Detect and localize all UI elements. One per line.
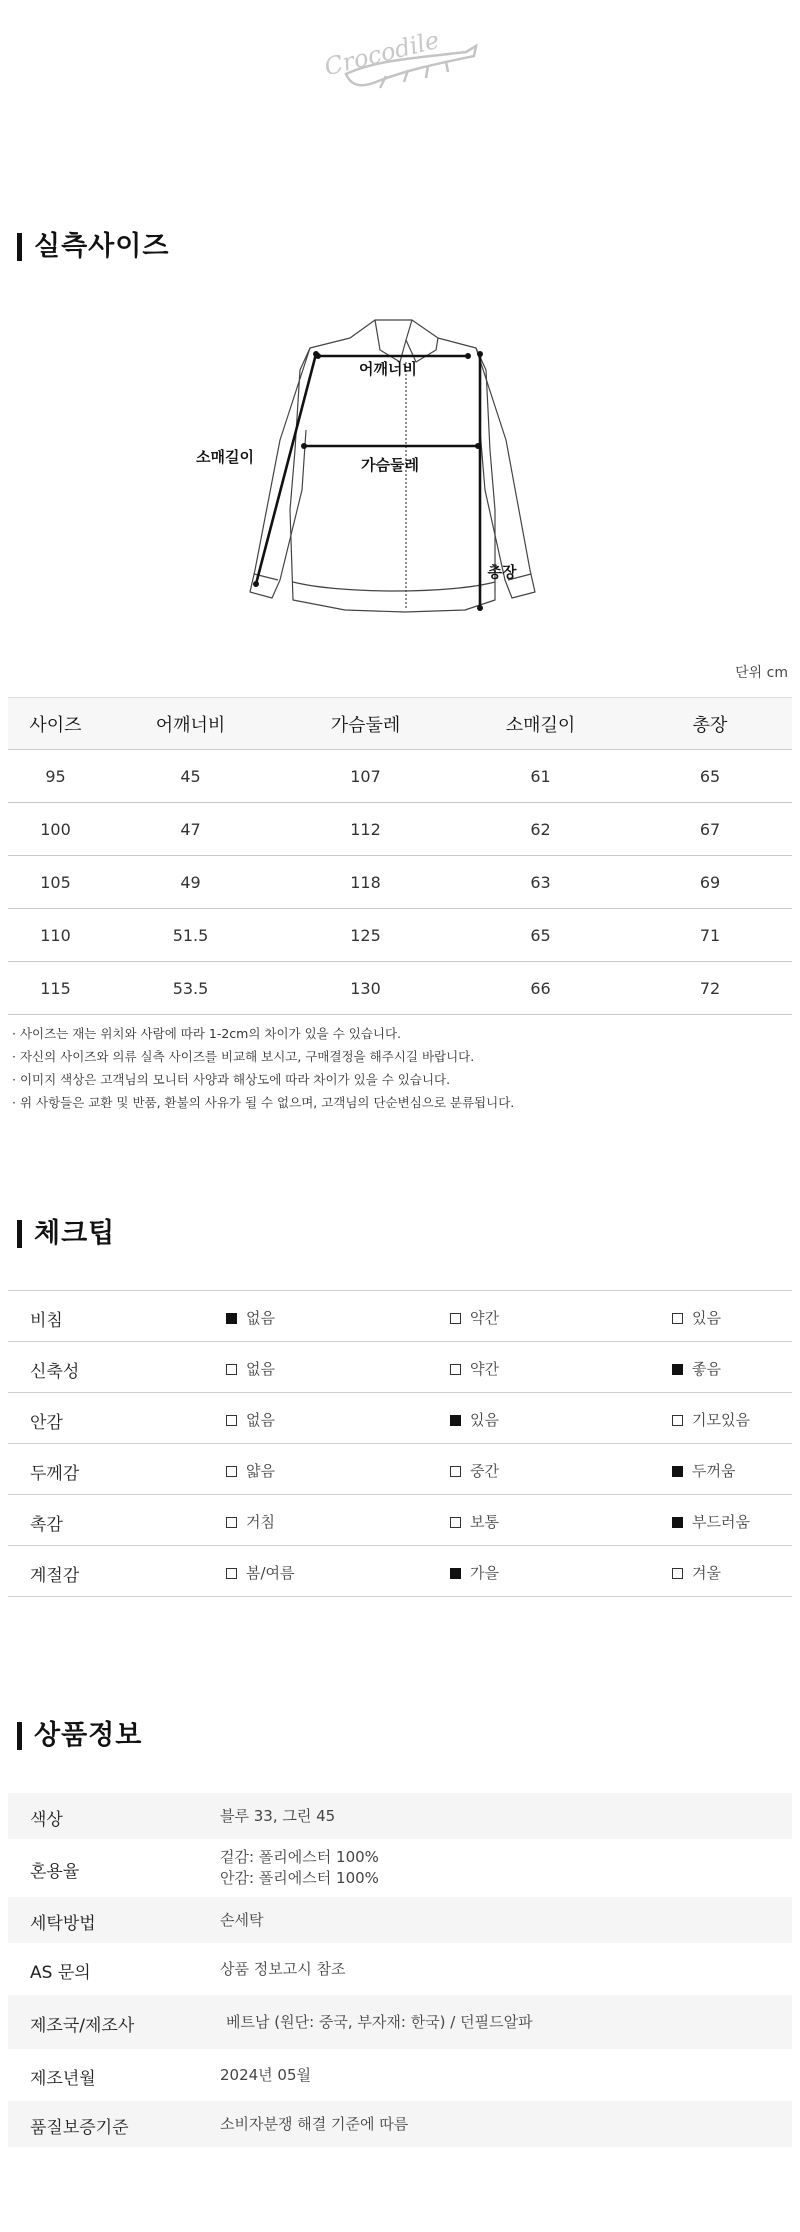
size-notes bbox=[12, 1022, 514, 1114]
col-shoulder: 어깨너비 bbox=[103, 698, 278, 750]
label-length: 총장 bbox=[487, 563, 517, 581]
info-value bbox=[220, 1910, 263, 1931]
info-value bbox=[220, 1847, 379, 1889]
checked-box-icon bbox=[672, 1517, 683, 1528]
info-row bbox=[8, 2050, 792, 2101]
unchecked-box-icon bbox=[672, 1313, 683, 1324]
table-cell: 67 bbox=[628, 803, 792, 856]
info-value-line: 상품 정보고시 참조 bbox=[220, 1959, 346, 1978]
check-option-label: 약간 bbox=[470, 1309, 499, 1327]
info-label: 세탁방법 bbox=[30, 1914, 96, 1934]
check-option bbox=[672, 1562, 721, 1583]
check-option-label: 없음 bbox=[246, 1411, 275, 1429]
table-cell: 100 bbox=[8, 803, 103, 856]
size-table bbox=[8, 697, 792, 1015]
info-row bbox=[8, 1995, 792, 2050]
table-cell: 63 bbox=[453, 856, 628, 909]
check-section-title: 체크팁 bbox=[17, 1220, 115, 1248]
info-row bbox=[8, 2101, 792, 2148]
table-row bbox=[8, 909, 792, 962]
check-row bbox=[8, 1393, 792, 1444]
table-cell: 45 bbox=[103, 750, 278, 803]
info-value-line: 소비자분쟁 해결 기준에 따름 bbox=[220, 2114, 409, 2133]
size-section-title: 실측사이즈 bbox=[17, 233, 169, 261]
check-option-label: 가을 bbox=[470, 1564, 499, 1582]
unchecked-box-icon bbox=[226, 1415, 237, 1426]
table-cell: 95 bbox=[8, 750, 103, 803]
checked-box-icon bbox=[672, 1364, 683, 1375]
table-cell: 118 bbox=[278, 856, 453, 909]
note-item: · 위 사항들은 교환 및 반품, 환불의 사유가 될 수 없으며, 고객님의 단순변심으로 분류됩니다. bbox=[12, 1091, 514, 1114]
check-option bbox=[450, 1562, 499, 1583]
unchecked-box-icon bbox=[450, 1466, 461, 1477]
info-value bbox=[226, 2012, 533, 2033]
unchecked-box-icon bbox=[672, 1568, 683, 1579]
table-row bbox=[8, 856, 792, 909]
note-item: · 이미지 색상은 고객님의 모니터 사양과 해상도에 따라 차이가 있을 수 있습니다. bbox=[12, 1068, 514, 1091]
table-cell: 115 bbox=[8, 962, 103, 1015]
check-row bbox=[8, 1444, 792, 1495]
table-cell: 47 bbox=[103, 803, 278, 856]
table-row bbox=[8, 803, 792, 856]
info-label: AS 문의 bbox=[30, 1963, 91, 1983]
check-option bbox=[226, 1307, 275, 1328]
check-row bbox=[8, 1495, 792, 1546]
check-option-label: 없음 bbox=[246, 1360, 275, 1378]
checked-box-icon bbox=[226, 1313, 237, 1324]
table-cell: 125 bbox=[278, 909, 453, 962]
info-section-title: 상품정보 bbox=[17, 1722, 142, 1750]
info-row bbox=[8, 1897, 792, 1944]
table-cell: 112 bbox=[278, 803, 453, 856]
check-option-label: 좋음 bbox=[692, 1360, 721, 1378]
table-cell: 53.5 bbox=[103, 962, 278, 1015]
info-value-line: 블루 33, 그린 45 bbox=[220, 1806, 336, 1825]
check-option-label: 없음 bbox=[246, 1309, 275, 1327]
info-row bbox=[8, 1840, 792, 1897]
unchecked-box-icon bbox=[450, 1517, 461, 1528]
table-cell: 130 bbox=[278, 962, 453, 1015]
check-option bbox=[226, 1562, 295, 1583]
check-option-label: 거침 bbox=[246, 1513, 275, 1531]
check-option-label: 얇음 bbox=[246, 1462, 275, 1480]
size-table-header bbox=[8, 698, 792, 750]
svg-text:Crocodile: Crocodile bbox=[321, 25, 442, 82]
check-option-label: 부드러움 bbox=[692, 1513, 750, 1531]
table-cell: 107 bbox=[278, 750, 453, 803]
check-option-label: 중간 bbox=[470, 1462, 499, 1480]
check-option-label: 두꺼움 bbox=[692, 1462, 736, 1480]
note-item: · 자신의 사이즈와 의류 실측 사이즈를 비교해 보시고, 구매결정을 해주시길 바랍니다. bbox=[12, 1045, 514, 1068]
info-value-line: 2024년 05월 bbox=[220, 2065, 312, 2084]
check-option bbox=[672, 1511, 750, 1532]
info-label: 제조년월 bbox=[30, 2069, 96, 2089]
brand-logo bbox=[316, 25, 484, 102]
table-row bbox=[8, 750, 792, 803]
table-cell: 65 bbox=[453, 909, 628, 962]
info-value-line: 겉감: 폴리에스터 100% bbox=[220, 1848, 379, 1866]
table-cell: 65 bbox=[628, 750, 792, 803]
check-option bbox=[672, 1358, 721, 1379]
check-label: 안감 bbox=[30, 1413, 63, 1433]
col-chest: 가슴둘레 bbox=[278, 698, 453, 750]
check-option-label: 봄/여름 bbox=[246, 1564, 295, 1582]
info-value-line: 베트남 (원단: 중국, 부자재: 한국) / 던필드알파 bbox=[226, 2012, 533, 2031]
check-option-label: 있음 bbox=[470, 1411, 499, 1429]
check-label: 비침 bbox=[30, 1311, 63, 1331]
check-row bbox=[8, 1546, 792, 1597]
check-label: 신축성 bbox=[30, 1362, 80, 1382]
check-label: 촉감 bbox=[30, 1515, 63, 1535]
check-option bbox=[672, 1409, 750, 1430]
table-cell: 72 bbox=[628, 962, 792, 1015]
unchecked-box-icon bbox=[226, 1364, 237, 1375]
table-cell: 66 bbox=[453, 962, 628, 1015]
info-value-line: 손세탁 bbox=[220, 1910, 264, 1929]
check-option-label: 보통 bbox=[470, 1513, 499, 1531]
label-shoulder: 어깨너비 bbox=[359, 360, 417, 378]
info-row bbox=[8, 1793, 792, 1840]
info-value bbox=[220, 1806, 335, 1827]
col-size: 사이즈 bbox=[8, 698, 103, 750]
table-cell: 69 bbox=[628, 856, 792, 909]
table-cell: 62 bbox=[453, 803, 628, 856]
info-label: 품질보증기준 bbox=[30, 2118, 129, 2138]
check-label: 두께감 bbox=[30, 1464, 80, 1484]
info-label: 제조국/제조사 bbox=[30, 2016, 135, 2036]
check-option bbox=[450, 1358, 499, 1379]
unit-label: 단위 cm bbox=[735, 665, 788, 681]
check-option bbox=[450, 1460, 499, 1481]
table-cell: 61 bbox=[453, 750, 628, 803]
check-row bbox=[8, 1342, 792, 1393]
info-row bbox=[8, 1944, 792, 1995]
unchecked-box-icon bbox=[226, 1517, 237, 1528]
table-cell: 49 bbox=[103, 856, 278, 909]
unchecked-box-icon bbox=[450, 1364, 461, 1375]
info-value bbox=[220, 2114, 408, 2135]
check-option bbox=[450, 1511, 499, 1532]
checked-box-icon bbox=[450, 1415, 461, 1426]
check-option-label: 약간 bbox=[470, 1360, 499, 1378]
unchecked-box-icon bbox=[226, 1466, 237, 1477]
info-value bbox=[220, 1959, 345, 1980]
check-option bbox=[672, 1460, 735, 1481]
label-sleeve: 소매길이 bbox=[196, 448, 254, 466]
check-option bbox=[450, 1307, 499, 1328]
table-cell: 110 bbox=[8, 909, 103, 962]
check-tip-list bbox=[8, 1290, 792, 1597]
check-row bbox=[8, 1290, 792, 1342]
check-option-label: 있음 bbox=[692, 1309, 721, 1327]
checked-box-icon bbox=[450, 1568, 461, 1579]
label-chest: 가슴둘레 bbox=[361, 456, 419, 474]
check-option bbox=[450, 1409, 499, 1430]
table-cell: 71 bbox=[628, 909, 792, 962]
check-option bbox=[226, 1511, 275, 1532]
check-option bbox=[672, 1307, 721, 1328]
table-cell: 51.5 bbox=[103, 909, 278, 962]
table-cell: 105 bbox=[8, 856, 103, 909]
info-value bbox=[220, 2065, 311, 2086]
unchecked-box-icon bbox=[672, 1415, 683, 1426]
check-option bbox=[226, 1358, 275, 1379]
check-option bbox=[226, 1460, 275, 1481]
info-value-line: 안감: 폴리에스터 100% bbox=[220, 1869, 379, 1887]
check-option-label: 기모있음 bbox=[692, 1411, 750, 1429]
note-item: · 사이즈는 재는 위치와 사람에 따라 1-2cm의 차이가 있을 수 있습니다. bbox=[12, 1022, 514, 1045]
table-row bbox=[8, 962, 792, 1015]
col-sleeve: 소매길이 bbox=[453, 698, 628, 750]
checked-box-icon bbox=[672, 1466, 683, 1477]
col-length: 총장 bbox=[628, 698, 792, 750]
check-label: 계절감 bbox=[30, 1566, 80, 1586]
unchecked-box-icon bbox=[226, 1568, 237, 1579]
product-info-table bbox=[8, 1793, 792, 2148]
unchecked-box-icon bbox=[450, 1313, 461, 1324]
info-label: 혼용율 bbox=[30, 1862, 80, 1882]
check-option bbox=[226, 1409, 275, 1430]
info-label: 색상 bbox=[30, 1810, 63, 1830]
jacket-size-diagram bbox=[196, 310, 570, 640]
check-option-label: 겨울 bbox=[692, 1564, 721, 1582]
